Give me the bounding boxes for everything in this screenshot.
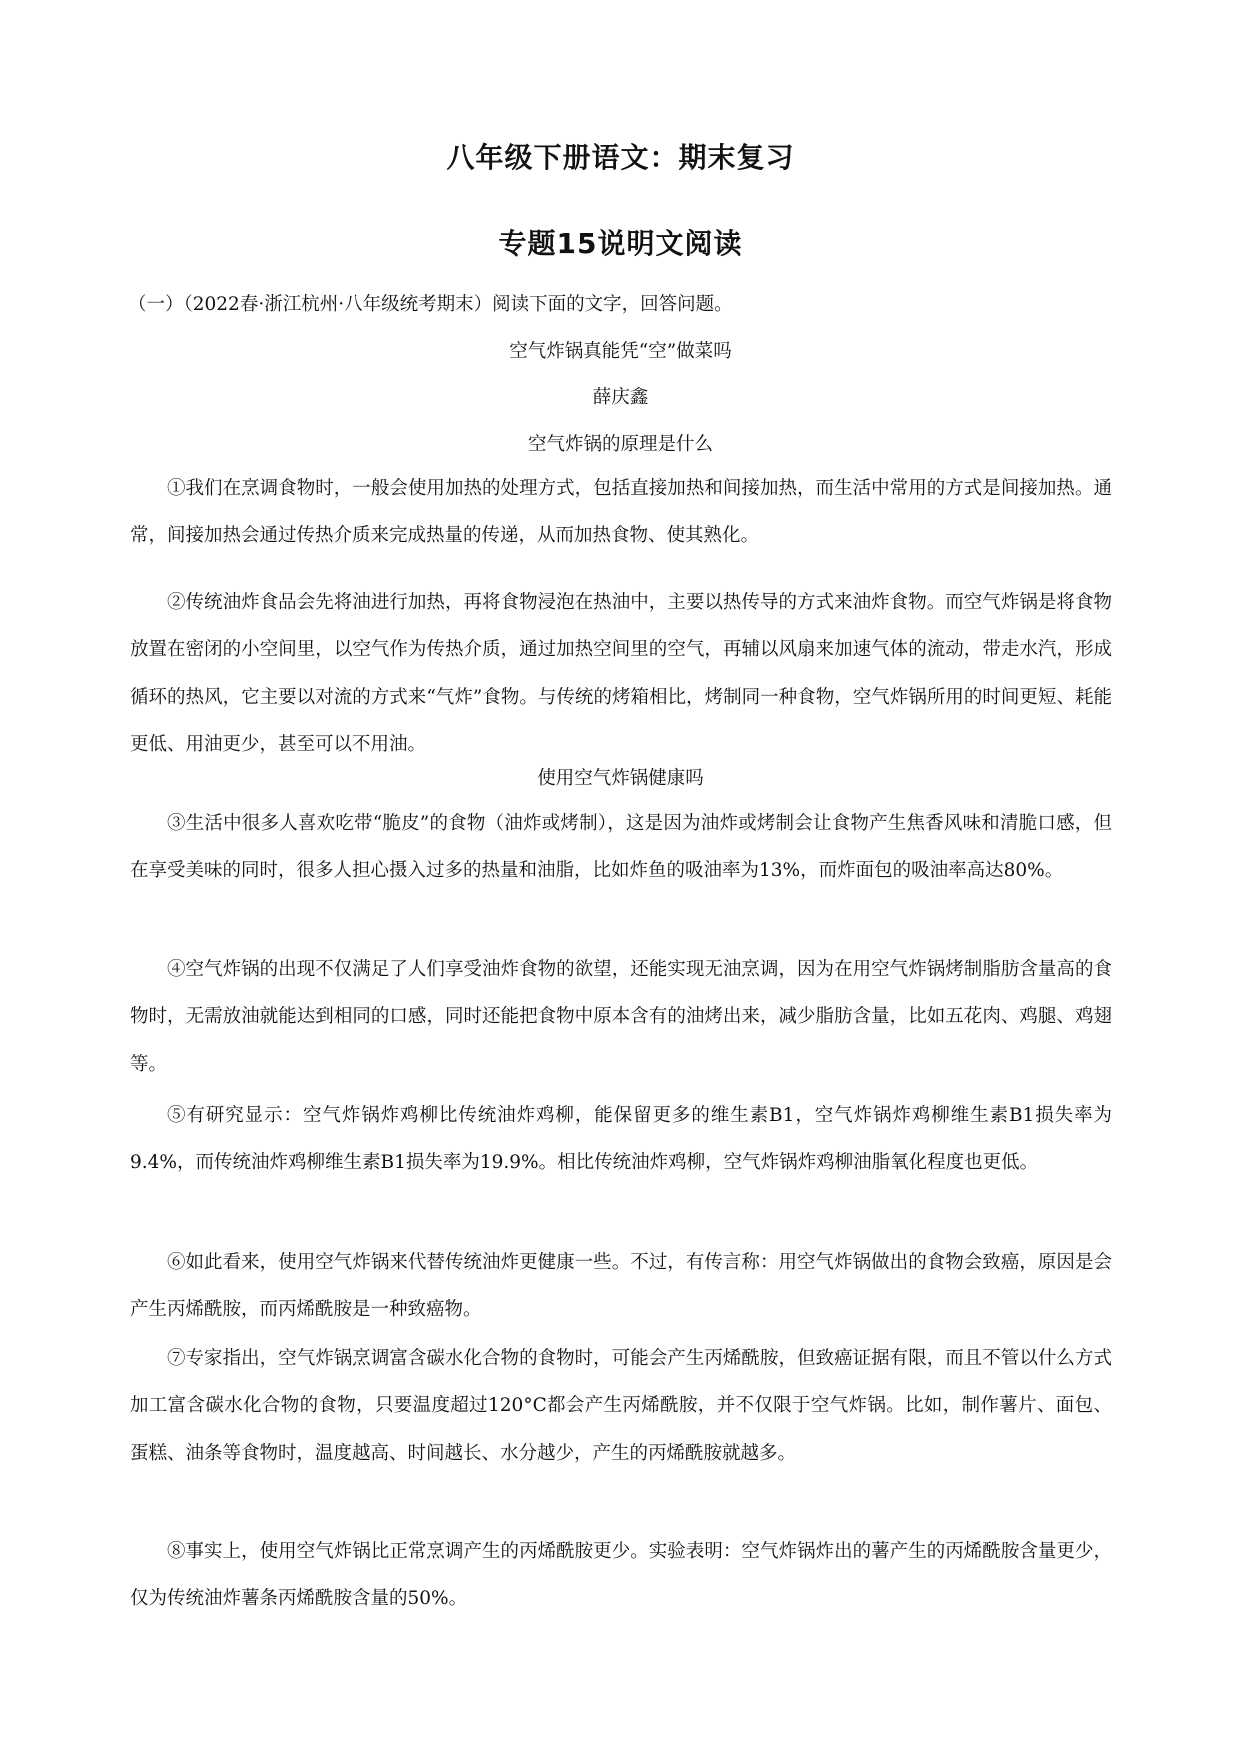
paragraph-2: ②传统油炸食品会先将油进行加热，再将食物浸泡在热油中，主要以热传导的方式来油炸食物。而空气炸锅是将食物放置在密闭的小空间里，以空气作为传热介质，通过加热空间里的空气，再辅以风扇来加速气体的流动，带走水汽，形成循环的热风，它主要以对流的方式来“气炸”食物。与传统的烤箱相比，烤制同一种食物，空气炸锅所用的时间更短、耗能更低、用油更少，甚至可以不用油。 bbox=[130, 592, 1112, 755]
article-author: 薛庆鑫 bbox=[592, 387, 649, 408]
article-title: 空气炸锅真能凭“空”做菜吗 bbox=[509, 341, 732, 362]
paragraph-3: ③生活中很多人喜欢吃带“脆皮”的食物（油炸或烤制），这是因为油炸或烤制会让食物产生焦香风味和清脆口感，但在享受美味的同时，很多人担心摄入过多的热量和油脂，比如炸鱼的吸油率为13%，而炸面包的吸油率高达80%。 bbox=[130, 813, 1112, 882]
paragraph-4: ④空气炸锅的出现不仅满足了人们享受油炸食物的欲望，还能实现无油烹调，因为在用空气炸锅烤制脂肪含量高的食物时，无需放油就能达到相同的口感，同时还能把食物中原本含有的油烤出来，减少脂肪含量，比如五花肉、鸡腿、鸡翅等。 bbox=[130, 959, 1112, 1075]
paragraph-6: ⑥如此看来，使用空气炸锅来代替传统油炸更健康一些。不过，有传言称：用空气炸锅做出的食物会致癌，原因是会产生丙烯酰胺，而丙烯酰胺是一种致癌物。 bbox=[130, 1252, 1112, 1321]
paragraph-1: ①我们在烹调食物时，一般会使用加热的处理方式，包括直接加热和间接加热，而生活中常用的方式是间接加热。通常，间接加热会通过传热介质来完成热量的传递，从而加热食物、使其熟化。 bbox=[130, 478, 1112, 547]
paragraph-8: ⑧事实上，使用空气炸锅比正常烹调产生的丙烯酰胺更少。实验表明：空气炸锅炸出的薯产生的丙烯酰胺含量更少，仅为传统油炸薯条丙烯酰胺含量的50%。 bbox=[130, 1541, 1112, 1610]
topic-title: 专题15说明文阅读 bbox=[498, 227, 743, 260]
paragraph-7: ⑦专家指出，空气炸锅烹调富含碳水化合物的食物时，可能会产生丙烯酰胺，但致癌证据有限，而且不管以什么方式加工富含碳水化合物的食物，只要温度超过120°C都会产生丙烯酰胺，并不仅限于空气炸锅。比如，制作薯片、面包、蛋糕、油条等食物时，温度越高、时间越长、水分越少，产生的丙烯酰胺就越多。 bbox=[130, 1348, 1112, 1464]
question-intro: （一）（2022春·浙江杭州·八年级统考期末）阅读下面的文字，回答问题。 bbox=[128, 294, 733, 315]
paragraph-5: ⑤有研究显示：空气炸锅炸鸡柳比传统油炸鸡柳，能保留更多的维生素B1，空气炸锅炸鸡柳维生素B1损失率为9.4%，而传统油炸鸡柳维生素B1损失率为19.9%。相比传统油炸鸡柳，空气炸锅炸鸡柳油脂氧化程度也更低。 bbox=[130, 1105, 1112, 1174]
section-heading: 使用空气炸锅健康吗 bbox=[537, 768, 704, 789]
document-title: 八年级下册语文：期末复习 bbox=[446, 141, 795, 174]
section-heading: 空气炸锅的原理是什么 bbox=[527, 434, 713, 455]
